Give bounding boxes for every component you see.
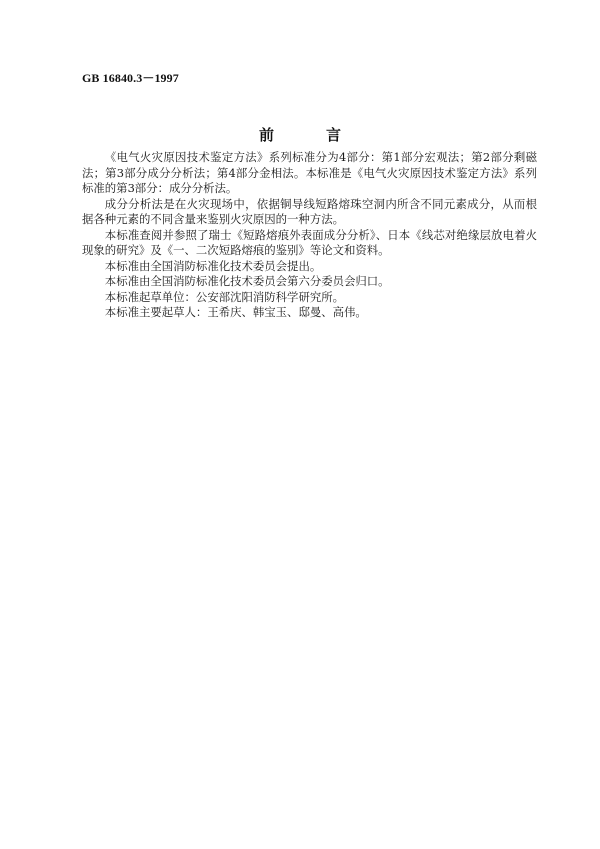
paragraph-centralized-by: 本标准由全国消防标准化技术委员会第六分委员会归口。: [104, 274, 390, 288]
title-char-1: 前: [258, 126, 274, 144]
paragraph-proposed-by: 本标准由全国消防标准化技术委员会提出。: [104, 258, 322, 273]
paragraph-method-definition: 成分分析法是在火灾现场中，依据铜导线短路熔珠空洞内所含不同元素成分，从而根据各种元素的不同含量来鉴别火灾原因的一种方法。: [82, 196, 537, 226]
paragraph-drafting-unit: 本标准起草单位：公安部沈阳消防科学研究所。: [104, 289, 345, 304]
page-title: [0, 124, 600, 145]
foreword-body: [82, 150, 537, 321]
title-char-2: 言: [326, 126, 342, 144]
standard-code: GB 16840.3－1997: [82, 71, 179, 85]
paragraph-series-overview: 《电气火灾原因技术鉴定方法》系列标准分为4部分：第1部分宏观法；第2部分剩磁法；第3部分成分分析法；第4部分金相法。本标准是《电气火灾原因技术鉴定方法》系列标准的第3部分：成分分析法。: [82, 150, 537, 195]
paragraph-drafters: 本标准主要起草人：王希庆、韩宝玉、邸曼、高伟。: [104, 305, 367, 319]
paragraph-references: 本标准查阅并参照了瑞士《短路熔痕外表面成分分析》、日本《线芯对绝缘层放电着火现象的研究》及《一、二次短路熔痕的鉴别》等论文和资料。: [82, 227, 537, 257]
